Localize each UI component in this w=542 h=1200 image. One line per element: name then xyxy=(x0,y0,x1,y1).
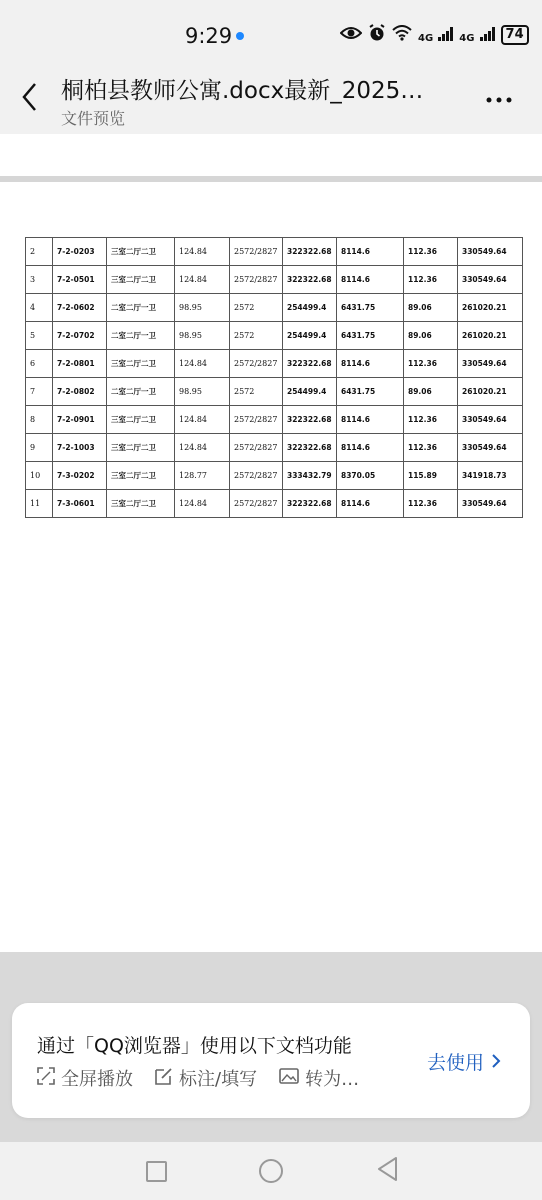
table-cell: 330549.64 xyxy=(458,350,523,378)
table-cell: 7-2-0802 xyxy=(53,378,107,406)
table-cell: 6431.75 xyxy=(337,322,404,350)
table-cell: 8114.6 xyxy=(337,490,404,518)
table-cell: 三室二厅二卫 xyxy=(107,266,175,294)
back-arrow-icon[interactable] xyxy=(20,80,40,114)
table-cell: 11 xyxy=(26,490,53,518)
table-cell: 三室二厅二卫 xyxy=(107,406,175,434)
table-cell: 2 xyxy=(26,238,53,266)
table-cell: 10 xyxy=(26,462,53,490)
edit-icon xyxy=(155,1067,173,1089)
table-cell: 9 xyxy=(26,434,53,462)
document-page[interactable] xyxy=(0,182,542,952)
table-cell: 254499.4 xyxy=(283,378,337,406)
table-cell: 112.36 xyxy=(404,490,458,518)
table-cell: 322322.68 xyxy=(283,266,337,294)
table-cell: 8114.6 xyxy=(337,266,404,294)
table-cell: 8114.6 xyxy=(337,238,404,266)
table-cell: 115.89 xyxy=(404,462,458,490)
image-icon xyxy=(279,1068,299,1088)
feature-annotate[interactable] xyxy=(155,1065,257,1091)
table-cell: 7-2-0702 xyxy=(53,322,107,350)
table-cell: 341918.73 xyxy=(458,462,523,490)
status-bar xyxy=(0,0,542,70)
table-cell: 89.06 xyxy=(404,294,458,322)
table-cell: 89.06 xyxy=(404,378,458,406)
table-cell: 7-2-0901 xyxy=(53,406,107,434)
status-icons xyxy=(340,24,529,46)
table-cell: 8114.6 xyxy=(337,406,404,434)
table-cell: 98.95 xyxy=(175,294,230,322)
table-row xyxy=(26,406,523,434)
table-row xyxy=(26,378,523,406)
table-cell: 254499.4 xyxy=(283,294,337,322)
table-cell: 322322.68 xyxy=(283,350,337,378)
table-cell: 330549.64 xyxy=(458,490,523,518)
table-cell: 8370.05 xyxy=(337,462,404,490)
eye-icon xyxy=(340,25,362,45)
table-row xyxy=(26,322,523,350)
table-cell: 124.84 xyxy=(175,350,230,378)
table-cell: 8 xyxy=(26,406,53,434)
feature-annotate-label: 标注/填写 xyxy=(179,1069,258,1090)
table-cell: 7-3-0202 xyxy=(53,462,107,490)
table-row xyxy=(26,490,523,518)
table-cell: 330549.64 xyxy=(458,266,523,294)
table-cell: 6 xyxy=(26,350,53,378)
table-cell: 2572/2827 xyxy=(230,350,283,378)
table-row xyxy=(26,462,523,490)
table-cell: 7-2-0501 xyxy=(53,266,107,294)
table-row xyxy=(26,266,523,294)
table-cell: 三室二厅二卫 xyxy=(107,238,175,266)
nav-back-icon[interactable] xyxy=(376,1156,398,1188)
table-cell: 124.84 xyxy=(175,406,230,434)
chevron-right-icon xyxy=(490,1052,502,1074)
table-cell: 二室二厅一卫 xyxy=(107,322,175,350)
table-cell: 8114.6 xyxy=(337,434,404,462)
document-subtitle: 文件预览 xyxy=(61,109,126,128)
table-cell: 2572 xyxy=(230,294,283,322)
table-cell: 261020.21 xyxy=(458,378,523,406)
table-cell: 2572 xyxy=(230,378,283,406)
housing-table xyxy=(25,237,523,518)
table-cell: 330549.64 xyxy=(458,406,523,434)
table-cell: 7-2-0602 xyxy=(53,294,107,322)
document-title: 桐柏县教师公寓.docx最新_2025… xyxy=(61,78,424,104)
table-cell: 三室二厅二卫 xyxy=(107,462,175,490)
table-cell: 7-2-1003 xyxy=(53,434,107,462)
system-nav-bar xyxy=(0,1142,542,1200)
table-cell: 2572/2827 xyxy=(230,266,283,294)
signal-icon: 4G xyxy=(418,26,453,45)
table-cell: 112.36 xyxy=(404,406,458,434)
table-cell: 112.36 xyxy=(404,238,458,266)
table-row xyxy=(26,238,523,266)
table-cell: 二室二厅一卫 xyxy=(107,294,175,322)
feature-fullscreen-label: 全屏播放 xyxy=(61,1069,133,1090)
table-cell: 二室二厅一卫 xyxy=(107,378,175,406)
table-cell: 98.95 xyxy=(175,378,230,406)
feature-fullscreen[interactable] xyxy=(37,1065,133,1091)
table-cell: 261020.21 xyxy=(458,322,523,350)
table-cell: 2572/2827 xyxy=(230,462,283,490)
table-cell: 2572 xyxy=(230,322,283,350)
alarm-icon xyxy=(368,24,386,46)
table-cell: 6431.75 xyxy=(337,294,404,322)
table-cell: 6431.75 xyxy=(337,378,404,406)
table-cell: 124.84 xyxy=(175,238,230,266)
table-row xyxy=(26,350,523,378)
table-cell: 8114.6 xyxy=(337,350,404,378)
table-cell: 7-2-0203 xyxy=(53,238,107,266)
wifi-icon xyxy=(392,25,412,45)
table-cell: 三室二厅二卫 xyxy=(107,434,175,462)
table-cell: 322322.68 xyxy=(283,406,337,434)
signal-icon-2: 4G xyxy=(459,26,494,45)
table-cell: 89.06 xyxy=(404,322,458,350)
table-cell: 124.84 xyxy=(175,434,230,462)
table-cell: 4 xyxy=(26,294,53,322)
notification-dot xyxy=(236,32,244,40)
table-cell: 322322.68 xyxy=(283,490,337,518)
table-cell: 3 xyxy=(26,266,53,294)
feature-convert-label: 转为… xyxy=(305,1069,360,1090)
table-cell: 2572/2827 xyxy=(230,238,283,266)
table-cell: 333432.79 xyxy=(283,462,337,490)
table-cell: 三室二厅二卫 xyxy=(107,350,175,378)
table-cell: 330549.64 xyxy=(458,434,523,462)
table-cell: 128.77 xyxy=(175,462,230,490)
table-cell: 322322.68 xyxy=(283,238,337,266)
table-cell: 5 xyxy=(26,322,53,350)
table-cell: 7-3-0601 xyxy=(53,490,107,518)
table-cell: 124.84 xyxy=(175,266,230,294)
fullscreen-icon xyxy=(37,1067,55,1089)
table-cell: 7-2-0801 xyxy=(53,350,107,378)
use-button-label: 去使用 xyxy=(427,1052,485,1074)
table-cell: 254499.4 xyxy=(283,322,337,350)
nav-circle-icon[interactable] xyxy=(259,1159,283,1183)
app-header xyxy=(0,70,542,134)
nav-square-icon[interactable] xyxy=(146,1161,167,1182)
qq-browser-promo-card[interactable] xyxy=(12,1003,530,1118)
table-cell: 124.84 xyxy=(175,490,230,518)
table-cell: 112.36 xyxy=(404,266,458,294)
feature-list xyxy=(37,1065,359,1091)
table-row xyxy=(26,294,523,322)
table-cell: 112.36 xyxy=(404,350,458,378)
table-cell: 112.36 xyxy=(404,434,458,462)
status-time: 9:29 xyxy=(185,24,233,48)
table-cell: 2572/2827 xyxy=(230,490,283,518)
table-cell: 三室二厅二卫 xyxy=(107,490,175,518)
table-cell: 98.95 xyxy=(175,322,230,350)
table-row xyxy=(26,434,523,462)
table-cell: 2572/2827 xyxy=(230,406,283,434)
use-button[interactable] xyxy=(427,1048,502,1075)
more-icon[interactable] xyxy=(485,86,513,111)
table-cell: 2572/2827 xyxy=(230,434,283,462)
table-cell: 7 xyxy=(26,378,53,406)
table-cell: 322322.68 xyxy=(283,434,337,462)
table-cell: 261020.21 xyxy=(458,294,523,322)
feature-convert[interactable] xyxy=(279,1065,359,1091)
table-cell: 330549.64 xyxy=(458,238,523,266)
battery-icon: 74 xyxy=(501,25,529,45)
promo-message: 通过「QQ浏览器」使用以下文档功能 xyxy=(37,1035,352,1057)
